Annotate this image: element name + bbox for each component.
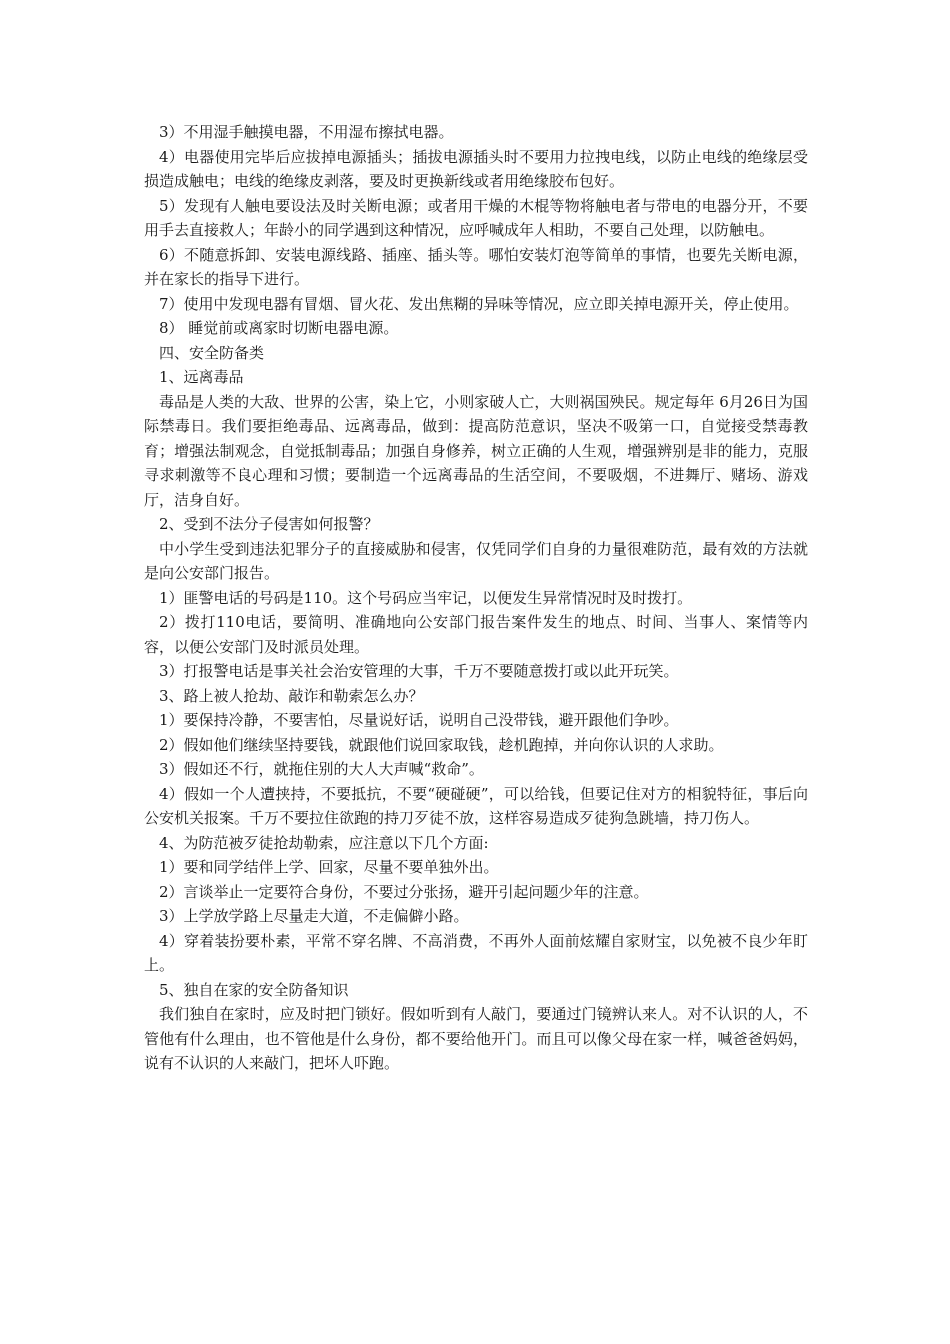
- document-body: [144, 120, 808, 1076]
- paragraph: 1）要保持冷静，不要害怕，尽量说好话，说明自己没带钱，避开跟他们争吵。: [159, 711, 679, 729]
- paragraph: 1）要和同学结伴上学、回家，尽量不要单独外出。: [159, 858, 499, 876]
- paragraph: 中小学生受到违法犯罪分子的直接威胁和侵害，仅凭同学们自身的力量很难防范，最有效的方法就是向公安部门报告。: [144, 539, 808, 582]
- paragraph: 3）不用湿手触摸电器，不用湿布擦拭电器。: [159, 123, 454, 141]
- paragraph: 2）言谈举止一定要符合身份，不要过分张扬，避开引起问题少年的注意。: [159, 882, 649, 901]
- subsection-heading: 1、远离毒品: [159, 368, 244, 386]
- paragraph: 4）电器使用完毕后应拔掉电源插头；插拔电源插头时不要用力拉拽电线，以防止电线的绝缘层受损造成触电；电线的绝缘皮剥落，要及时更换新线或者用绝缘胶布包好。: [144, 147, 808, 190]
- paragraph: 6）不随意拆卸、安装电源线路、插座、插头等。哪怕安装灯泡等简单的事情，也要先关断电源，并在家长的指导下进行。: [144, 245, 808, 288]
- subsection-heading: 4、为防范被歹徒抢劫勒索，应注意以下几个方面:: [159, 833, 489, 852]
- subsection-heading: 5、独自在家的安全防备知识: [159, 980, 349, 999]
- paragraph: 2）拨打110电话，要简明、准确地向公安部门报告案件发生的地点、时间、当事人、案情等内容，以便公安部门及时派员处理。: [144, 613, 808, 656]
- paragraph: 我们独自在家时，应及时把门锁好。假如听到有人敲门，要通过门镜辨认来人。对不认识的人，不管他有什么理由，也不管他是什么身份，都不要给他开门。而且可以像父母在家一样，喊爸爸妈妈，说有不认识的人来敲门，把坏人吓跑。: [144, 1005, 808, 1072]
- paragraph: 3）假如还不行，就拖住别的大人大声喊“救命”。: [159, 760, 484, 778]
- section-heading: 四、安全防备类: [159, 343, 265, 362]
- subsection-heading: 2、受到不法分子侵害如何报警？: [159, 515, 379, 533]
- paragraph: 5）发现有人触电要设法及时关断电源；或者用干燥的木棍等物将触电者与带电的电器分开，不要用手去直接救人；年龄小的同学遇到这种情况，应呼喊成年人相助，不要自己处理，以防触电。: [144, 196, 808, 239]
- paragraph: 7）使用中发现电器有冒烟、冒火花、发出焦糊的异味等情况，应立即关掉电源开关，停止使用。: [159, 294, 799, 313]
- paragraph: 毒品是人类的大敌、世界的公害，染上它，小则家破人亡，大则祸国殃民。规定每年 6月26日为国际禁毒日。我们要拒绝毒品、远离毒品，做到：提高防范意识，坚决不吸第一口，自觉接受禁毒教育；增强法制观念，自觉抵制毒品；加强自身修养，树立正确的人生观，增强辨别是非的能力，克服寻求刺激等不良心理和习惯；要制造一个远离毒品的生活空间，不要吸烟，不进舞厅、赌场、游戏厅，洁身自好。: [144, 392, 808, 509]
- paragraph: 4）穿着装扮要朴素，平常不穿名牌、不高消费，不再外人面前炫耀自家财宝，以免被不良少年盯上。: [144, 931, 808, 974]
- paragraph: 3）上学放学路上尽量走大道，不走偏僻小路。: [159, 907, 469, 925]
- paragraph: 8） 睡觉前或离家时切断电器电源。: [159, 319, 399, 337]
- paragraph: 3）打报警电话是事关社会治安管理的大事，千万不要随意拨打或以此开玩笑。: [159, 662, 679, 680]
- paragraph: 4）假如一个人遭挟持，不要抵抗，不要“硬碰硬”，可以给钱，但要记住对方的相貌特征，事后向公安机关报案。千万不要拉住欲跑的持刀歹徒不放，这样容易造成歹徒狗急跳墙，持刀伤人。: [144, 784, 808, 827]
- subsection-heading: 3、路上被人抢劫、敲诈和勒索怎么办？: [159, 686, 424, 705]
- paragraph: 2）假如他们继续坚持要钱，就跟他们说回家取钱，趁机跑掉，并向你认识的人求助。: [159, 735, 724, 754]
- paragraph: 1）匪警电话的号码是110。这个号码应当牢记，以便发生异常情况时及时拨打。: [159, 588, 693, 607]
